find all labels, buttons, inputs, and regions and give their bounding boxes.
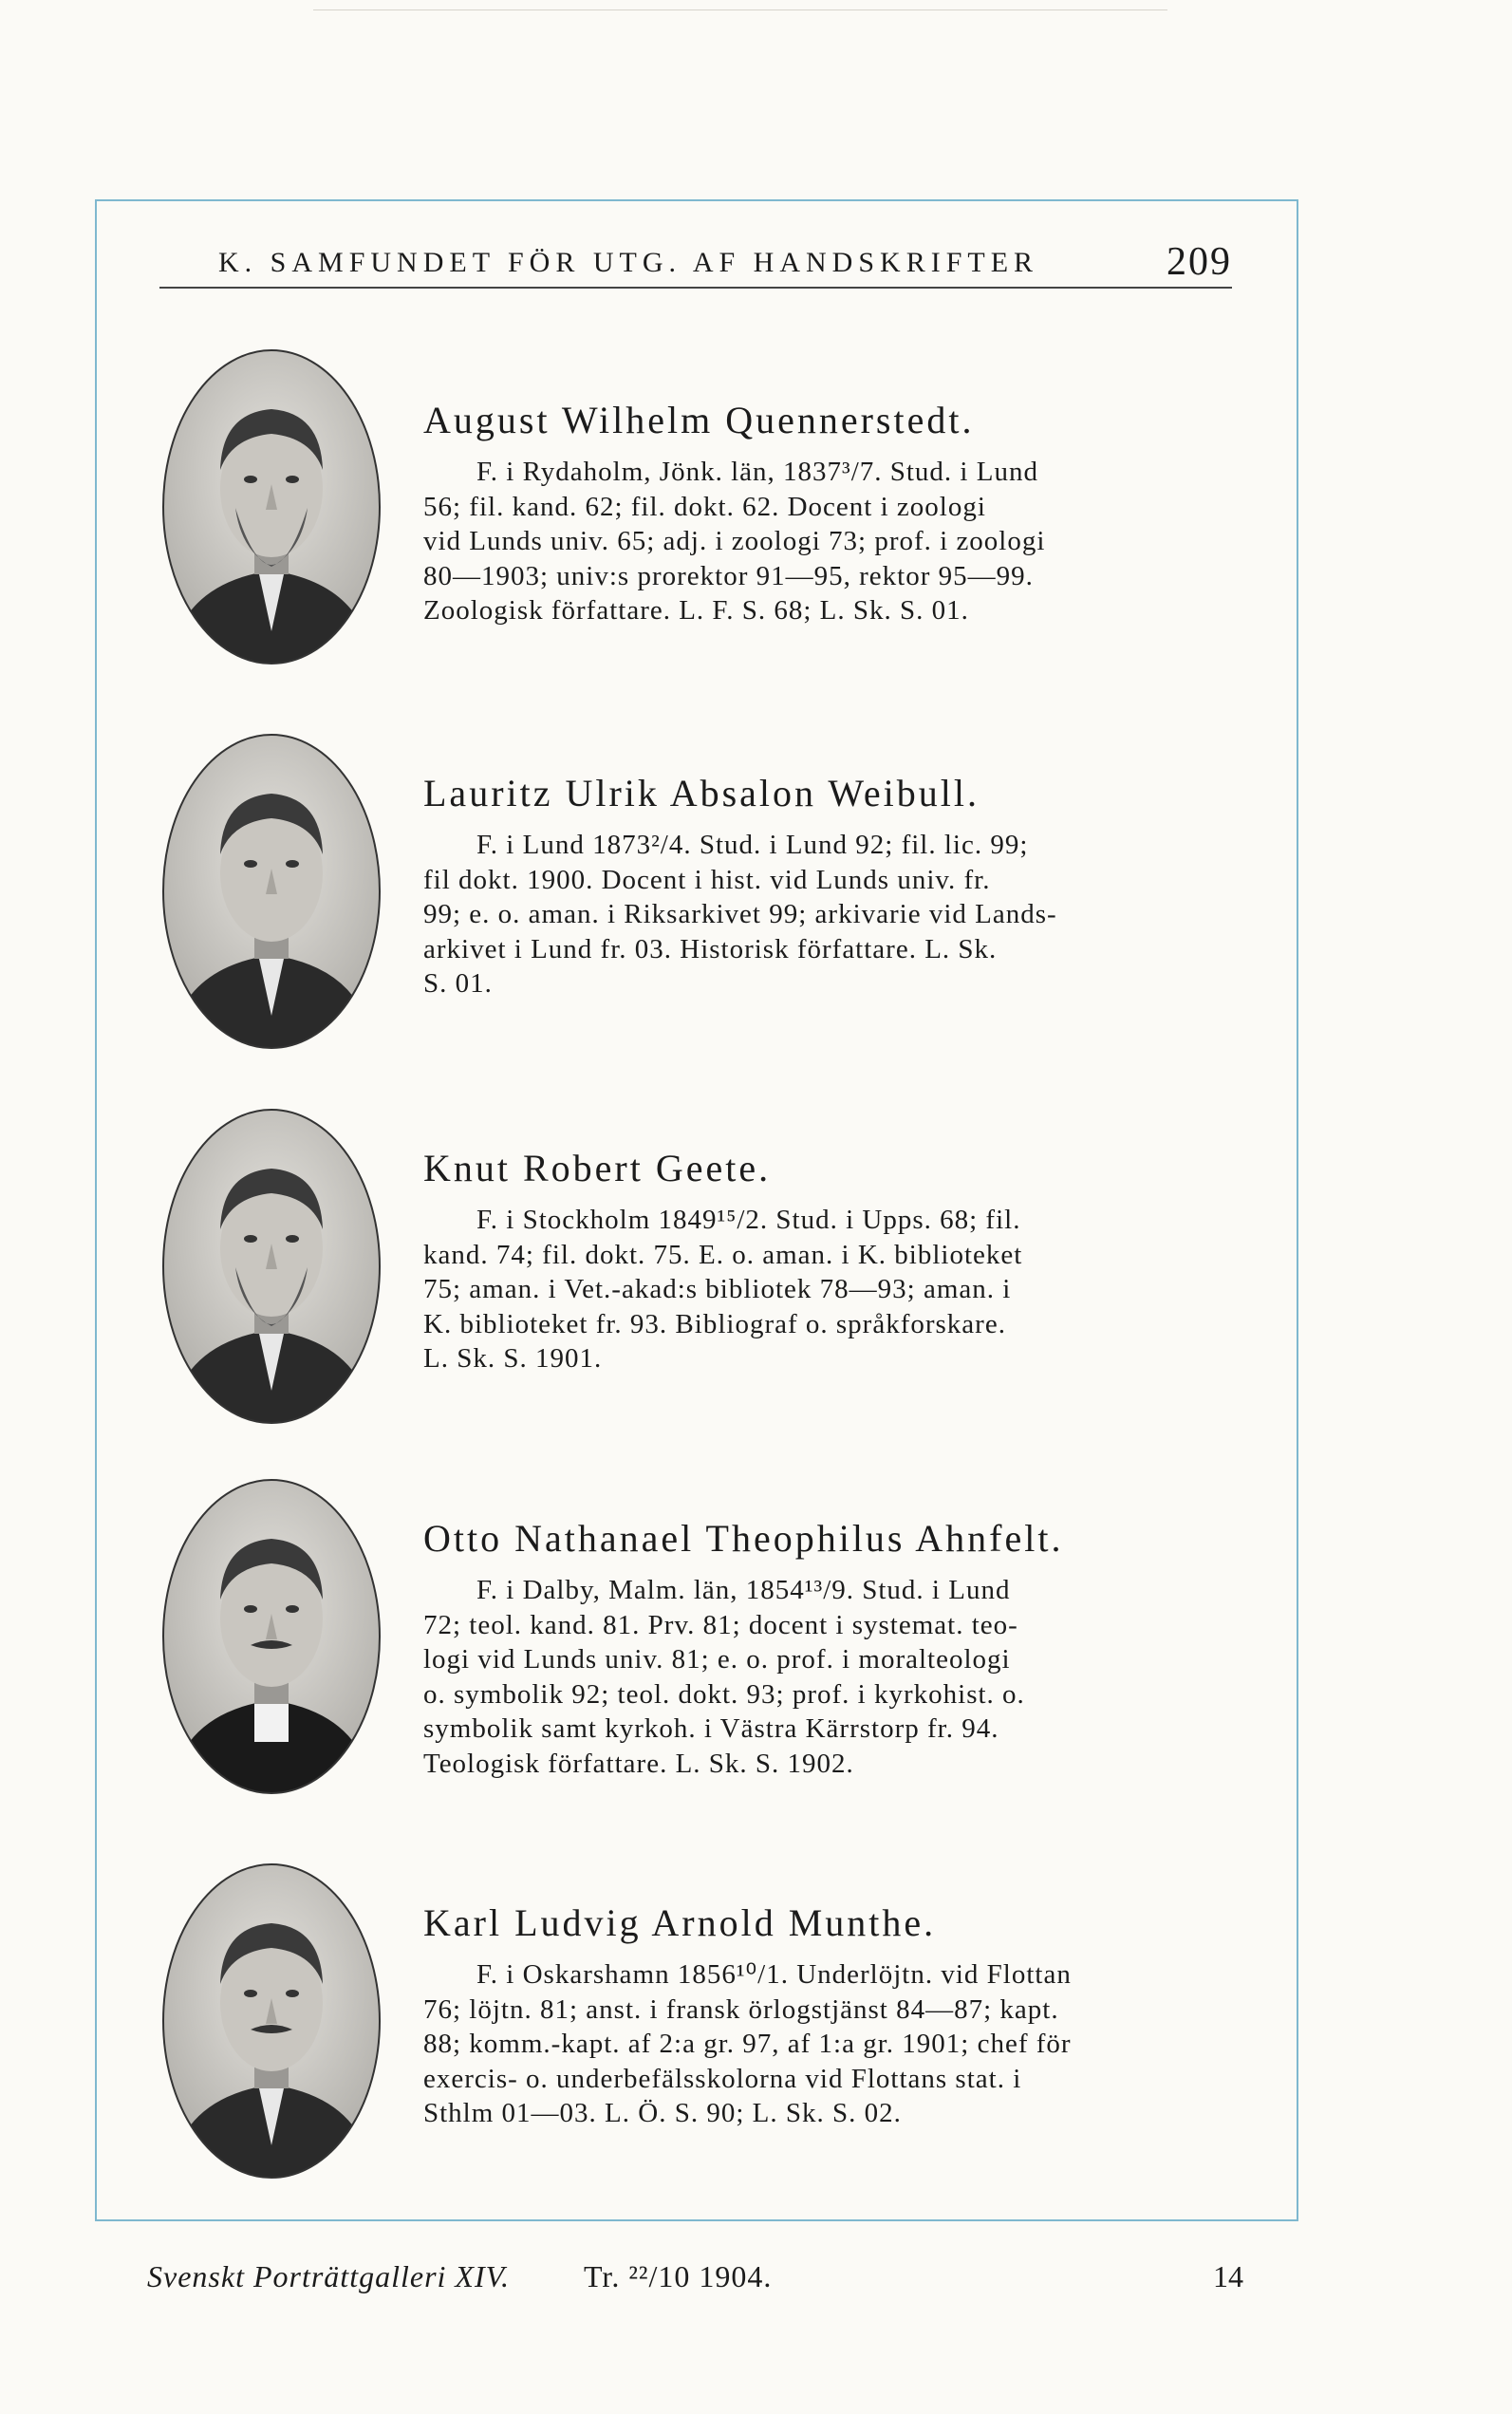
- top-edge-rule: [313, 9, 1167, 10]
- page-number: 209: [1167, 240, 1232, 284]
- bio-line: symbolik samt kyrkoh. i Västra Kärrstorp fr. 94.: [423, 1713, 999, 1744]
- running-head-title: K. SAMFUNDET FÖR UTG. AF HANDSKRIFTER: [218, 247, 1039, 278]
- bio-line: kand. 74; fil. dokt. 75. E. o. aman. i K. biblioteket: [423, 1239, 1023, 1270]
- biography-text: [423, 1899, 1232, 2131]
- bio-line: exercis- o. underbefälsskolorna vid Flottans stat. i: [423, 2063, 1022, 2094]
- person-name: Knut Robert Geete.: [423, 1147, 772, 1189]
- portrait-photo-icon: [159, 731, 383, 1052]
- footer-print-date: Tr. ²²/10 1904.: [584, 2259, 773, 2293]
- person-name: Karl Ludvig Arnold Munthe.: [423, 1901, 937, 1944]
- bio-line: 99; e. o. aman. i Riksarkivet 99; arkivarie vid Lands-: [423, 899, 1057, 929]
- footer-sheet-number: 14: [1213, 2259, 1243, 2293]
- bio-line: K. biblioteket fr. 93. Bibliograf o. språkforskare.: [423, 1308, 1006, 1339]
- bio-line: arkivet i Lund fr. 03. Historisk författare. L. Sk.: [423, 933, 998, 964]
- bio-line: F. i Rydaholm, Jönk. län, 1837³/7. Stud. i Lund: [476, 457, 1038, 487]
- bio-line: logi vid Lunds univ. 81; e. o. prof. i moralteologi: [423, 1644, 1011, 1675]
- bio-line: F. i Dalby, Malm. län, 1854¹³/9. Stud. i Lund: [476, 1575, 1011, 1605]
- biography-text: [423, 1144, 1232, 1376]
- bio-line: fil dokt. 1900. Docent i hist. vid Lunds univ. fr.: [423, 864, 991, 895]
- bio-line: L. Sk. S. 1901.: [423, 1343, 603, 1374]
- page-footer: [147, 2259, 1243, 2305]
- bio-line: Zoologisk författare. L. F. S. 68; L. Sk. S. 01.: [423, 595, 969, 626]
- bio-line: F. i Oskarshamn 1856¹⁰/1. Underlöjtn. vid Flottan: [476, 1959, 1072, 1990]
- running-head: [159, 239, 1232, 289]
- biography-text: [423, 769, 1232, 1001]
- bio-line: S. 01.: [423, 968, 493, 999]
- portrait-photo-icon: [159, 1106, 383, 1427]
- bio-line: vid Lunds univ. 65; adj. i zoologi 73; prof. i zoologi: [423, 526, 1046, 556]
- bio-line: 88; komm.-kapt. af 2:a gr. 97, af 1:a gr. 1901; chef för: [423, 2029, 1072, 2059]
- person-name: August Wilhelm Quennerstedt.: [423, 399, 975, 441]
- bio-line: Teologisk författare. L. Sk. S. 1902.: [423, 1748, 854, 1779]
- bio-line: Sthlm 01—03. L. Ö. S. 90; L. Sk. S. 02.: [423, 2098, 902, 2128]
- bio-line: F. i Stockholm 1849¹⁵/2. Stud. i Upps. 68; fil.: [476, 1205, 1021, 1235]
- bio-line: 56; fil. kand. 62; fil. dokt. 62. Docent i zoologi: [423, 491, 986, 522]
- bio-line: 76; löjtn. 81; anst. i fransk örlogstjänst 84—87; kapt.: [423, 1993, 1059, 2025]
- bio-line: 72; teol. kand. 81. Prv. 81; docent i systemat. teo-: [423, 1609, 1018, 1640]
- footer-publication: Svenskt Porträttgalleri XIV.: [147, 2259, 511, 2293]
- bio-line: o. symbolik 92; teol. dokt. 93; prof. i kyrkohist. o.: [423, 1678, 1025, 1710]
- portrait-photo-icon: [159, 1476, 383, 1797]
- biography-text: [423, 396, 1232, 628]
- portrait-photo-icon: [159, 346, 383, 667]
- portrait-photo-icon: [159, 1861, 383, 2181]
- person-name: Otto Nathanael Theophilus Ahnfelt.: [423, 1517, 1064, 1560]
- bio-line: 80—1903; univ:s prorektor 91—95, rektor 95—99.: [423, 560, 1034, 591]
- bio-line: 75; aman. i Vet.-akad:s bibliotek 78—93; aman. i: [423, 1274, 1012, 1304]
- bio-line: F. i Lund 1873²/4. Stud. i Lund 92; fil. lic. 99;: [476, 830, 1029, 860]
- biography-text: [423, 1514, 1232, 1781]
- person-name: Lauritz Ulrik Absalon Weibull.: [423, 772, 980, 814]
